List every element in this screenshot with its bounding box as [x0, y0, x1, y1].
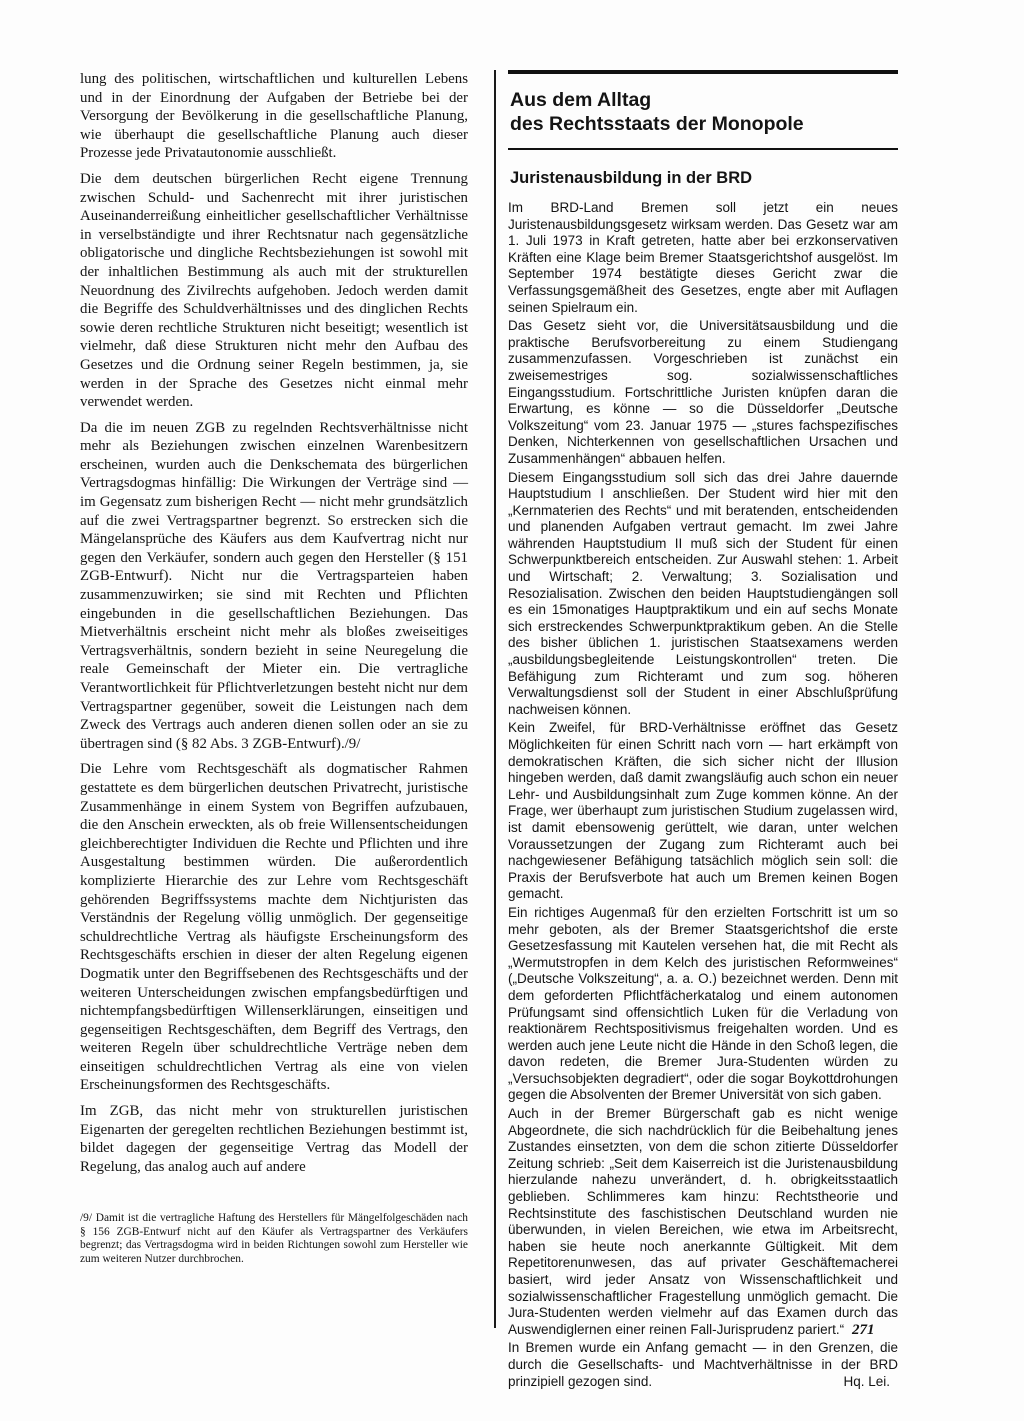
right-column — [508, 70, 898, 1392]
rubric-bottom-rule — [508, 148, 898, 150]
article-paragraph-1: Im BRD-Land Bremen soll jetzt ein neues Juristenausbildungsgesetz wirksam werden. Das Gesetz war am 1. Juli 1973 in Kraft getreten, hatte aber bei erzkonservativen Kräften eine Klage beim Bremer Staatsgerichtshof ausgelöst. Im September 1974 bestätigte dieses Gericht zwar die Verfassungsgemäßheit des Gesetzes, engte aber mit Auflagen seinen Spielraum ein. — [508, 200, 898, 315]
left-paragraph-2: Die dem deutschen bürgerlichen Recht eigene Trennung zwischen Schuld- und Sachenrecht mit ihrer juristischen Auseinanderreißung einheitlicher gesellschaftlicher Verhältnisse in verselbständigte und ihrer Rechtsnatur nach gegensätzliche obligatorische und dingliche Rechtsbeziehungen ist sowohl mit der inhaltlichen Bestimmung als auch mit der strukturellen Neuordnung des Zivilrechts aufgehoben. Jedoch werden damit die Begriffe des Schuldverhältnisses und des dinglichen Rechts sowie deren rechtliche Strukturen nicht beseitigt; wesentlich ist vielmehr, daß diese Strukturen nicht mehr den Aufbau des Gesetzes und die Ordnung seiner Regeln bestimmen, ja, sie werden in der Sprache des Gesetzes nicht einmal mehr verwendet werden. — [80, 170, 468, 411]
left-column — [80, 70, 468, 1183]
rubric-heading-line-1: Aus dem Alltag — [510, 89, 652, 111]
article-paragraph-3: Diesem Eingangsstudium soll sich das drei Jahre dauernde Hauptstudium I anschließen. Der Student wird hier mit den „Kernmaterien des Rechts“ und mit beratenden, entscheidenden und planenden Aufgaben vertraut gemacht. Im zwei Jahre währenden Hauptstudium II muß sich der Student für einen Schwerpunktbereich entscheiden. Zur Auswahl stehen: 1. Arbeit und Wirtschaft; 2. Verwaltung; 3. Sozialisation und Resozialisation. Zwischen den beiden Hauptstudiengängen soll es ein 15monatiges Hauptpraktikum und ein auf sechs Monate sich erstreckendes Schwerpunktpraktikum geben. An die Stelle des bisher üblichen 1. juristischen Staatsexamens werden „ausbildungsbegleitende Leistungskontrollen“ treten. Die Befähigung zum Richteramt und zum sog. höheren Verwaltungsdienst soll der Student in einer Abschlußprüfung nachweisen können. — [508, 469, 898, 717]
footnote: /9/ Damit ist die vertragliche Haftung des Herstellers für Mängelfolgeschäden nach § 156 ZGB-Entwurf nicht auf den Käufer als Vertragspartner des Verkäufers begrenzt; das Vertragsdogma wird in beiden Richtungen sowohl zum Hersteller wie zum weiteren Nutzer durchbrochen. — [80, 1212, 468, 1265]
article-title: Juristenausbildung in der BRD — [510, 169, 753, 187]
article-paragraph-2: Das Gesetz sieht vor, die Universitätsausbildung und die praktische Berufsvorbereitung zu einem Studiengang zusammenzufassen. Vorgeschrieben ist zunächst ein zweisemestriges sog. sozialwissenschaftliches Eingangsstudium. Fortschrittliche Juristen knüpfen daran die Erwartung, es könne — so die Düsseldorfer „Deutsche Volkszeitung“ vom 23. Januar 1975 — „stures fachspezifisches Denken, Nichterkennen von gesellschaftlichen Ursachen und Zusammenhängen“ abbauen helfen. — [508, 318, 898, 466]
left-paragraph-5: Im ZGB, das nicht mehr von strukturellen juristischen Eigenarten der geregelten rechtlichen Beziehungen bestimmt ist, bildet dagegen der gegenseitige Vertrag das Modell der Regelung, das analog auch auf andere — [80, 1103, 468, 1175]
page-number: 271 — [852, 1322, 875, 1338]
rubric-top-rule — [508, 70, 898, 74]
left-paragraph-1: lung des politischen, wirtschaftlichen und kulturellen Lebens und in der Einordnung der Aufgaben der Betriebe bei der Versorgung der Bevölkerung in die gesellschaftliche Planung, wie überhaupt die gesellschaftliche Planung auch dieser Prozesse jede Privatautonomie ausschließt. — [80, 71, 468, 162]
article-paragraph-4: Kein Zweifel, für BRD-Verhältnisse eröffnet das Gesetz Möglichkeiten für einen Schritt nach vorn — hart erkämpft von demokratischen Kräften, die sich sicher nicht der Illusion hingeben werden, daß damit zwangsläufig auch schon ein neuer Lehr- und Ausbildungsinhalt zum Zuge kommen könne. An der Frage, wer überhaupt zum juristischen Studium zugelassen wird, ist damit ebensowenig gerüttelt, wie daran, unter welchen Voraussetzungen der Zugang zum Richteramt auch bei nachgewiesener Befähigung tatsächlich möglich sein soll: die Praxis der Berufsverbote hat auch um Bremen keinen Bogen gemacht. — [508, 720, 898, 902]
left-paragraph-3: Da die im neuen ZGB zu regelnden Rechtsverhältnisse nicht mehr als Beziehungen zwischen einzelnen Warenbesitzern erscheinen, wurden auch die Denkschemata des bürgerlichen Vertragsdogmas hinfällig: Die Wirkungen der Verträge sind — im Gegensatz zum bisherigen Recht — nicht mehr grundsätzlich auf die zwei Vertragspartner begrenzt. So erstrecken sich die Mängelansprüche des Käufers aus dem Kaufvertrag nicht nur gegen den Verkäufer, sondern auch gegen den Hersteller (§ 151 ZGB-Entwurf). Nicht nur die Vertragsparteien haben zusammenzuwirken; sie sind mit Rechten und Pflichten eingebunden in die gesellschaftlichen Beziehungen. Das Mietverhältnis erscheint nicht mehr als bloßes zweiseitiges Vertragsverhältnis, sondern bezieht in seine Neuregelung die reale Gemeinschaft der Mieter ein. Die vertragliche Verantwortlichkeit für Pflichtverletzungen besteht nicht nur dem Vertragspartner gegenüber, soweit die Leistungen nach dem Zweck des Vertrags auch anderen dienen sollen oder an sie zu übertragen sind (§ 82 Abs. 3 ZGB-Entwurf)./9/ — [80, 419, 468, 752]
rubric-heading-line-2: des Rechtsstaats der Monopole — [510, 113, 804, 135]
rubric-heading — [510, 88, 898, 136]
column-divider — [494, 70, 496, 1328]
author-signature: Hq. Lei. — [843, 1373, 890, 1389]
closing-text: In Bremen wurde ein Anfang gemacht — in den Grenzen, die durch die Gesellschafts- und Machtverhältnisse in der BRD prinzipiell gezogen sind. — [508, 1340, 898, 1389]
article-paragraph-5: Ein richtiges Augenmaß für den erzielten Fortschritt ist um so mehr geboten, als der Bremer Staatsgerichtshof die erste Gesetzesfassung mit Kautelen versehen hat, die mit Recht als „Wermutstropfen in dem Kelch des juristischen Reformweines“ („Deutsche Volkszeitung“, a. a. O.) bezeichnet werden. Denn mit dem geforderten Pflichtfächerkatalog und einem autonomen Prüfungsamt sind offensichtlich Luken für die Verladung von reaktionärem Rechtspositivismus freigehalten worden. Und es werden auch jene Leute nicht die Hände in den Schoß legen, die davon redeten, die Bremer Jura-Studenten würden zu „Versuchsobjekten degradiert“, oder die sogar Boykottdrohungen gegen die Absolventen der Bremer Universität von sich gaben. — [508, 904, 898, 1103]
left-paragraph-4: Die Lehre vom Rechtsgeschäft als dogmatischer Rahmen gestattete es dem bürgerlichen deutschen Privatrecht, juristische Zusammenhänge in einem System von Begriffen aufzubauen, die den Anschein erweckten, als ob freie Willensentscheidungen gleichberechtigter Individuen die Rechte und Pflichten und ihre Ausgestaltung bestimmen würden. Die außerordentlich komplizierte Hierarchie des zur Lehre vom Rechtsgeschäft gehörenden Begriffssystems machte dem Nichtjuristen das Verständnis der Regelung völlig unmöglich. Der gegenseitige schuldrechtliche Vertrag als häufigste Erscheinungsform des Rechtsgeschäfts erschien in dieser der alten Regelung eigenen Dogmatik unter den Begriffsebenen des Rechtsgeschäfts und der weiteren Unterscheidungen zwischen empfangsbedürftigen und nichtempfangsbedürftigen Willenserklärungen, einseitigen und gegenseitigen Rechtsgeschäften, dem Begriff des Vertrags, den weiteren Regeln über schuldrechtliche Verträge neben dem einseitigen schuldrechtlichen Vertrag als eine von vielen Erscheinungsformen des Rechtsgeschäfts. — [80, 761, 468, 1094]
article-closing — [508, 1340, 898, 1390]
article-paragraph-6: Auch in der Bremer Bürgerschaft gab es nicht wenige Abgeordnete, die sich nachdrücklich für die Beibehaltung jenes Zustandes einsetzten, von dem die schon zitierte Düsseldorfer Zeitung schrieb: „Seit dem Kaiserreich ist die Juristenausbildung hierzulande nahezu unverändert, d. h. obrigkeitsstaatlich geblieben. Schlimmeres kam hinzu: Rechtstheorie und Rechtsinstitute des faschistischen Deutschland wurden nie überwunden, in vielen Bereichen, wie etwa im Arbeitsrecht, haben sie heute noch anerkannte Gültigkeit. Mit dem Repetitorenunwesen, das auf privater Geschäftemacherei basiert, wird jeder Ansatz von Wissenschaftlichkeit und sozialwissenschaftlicher Fragestellung unmöglich gemacht. Die Jura-Studenten werden vielmehr auf das Examen durch das Auswendiglernen einer reinen Fall-Jurisprudenz pariert.“ — [508, 1106, 898, 1337]
